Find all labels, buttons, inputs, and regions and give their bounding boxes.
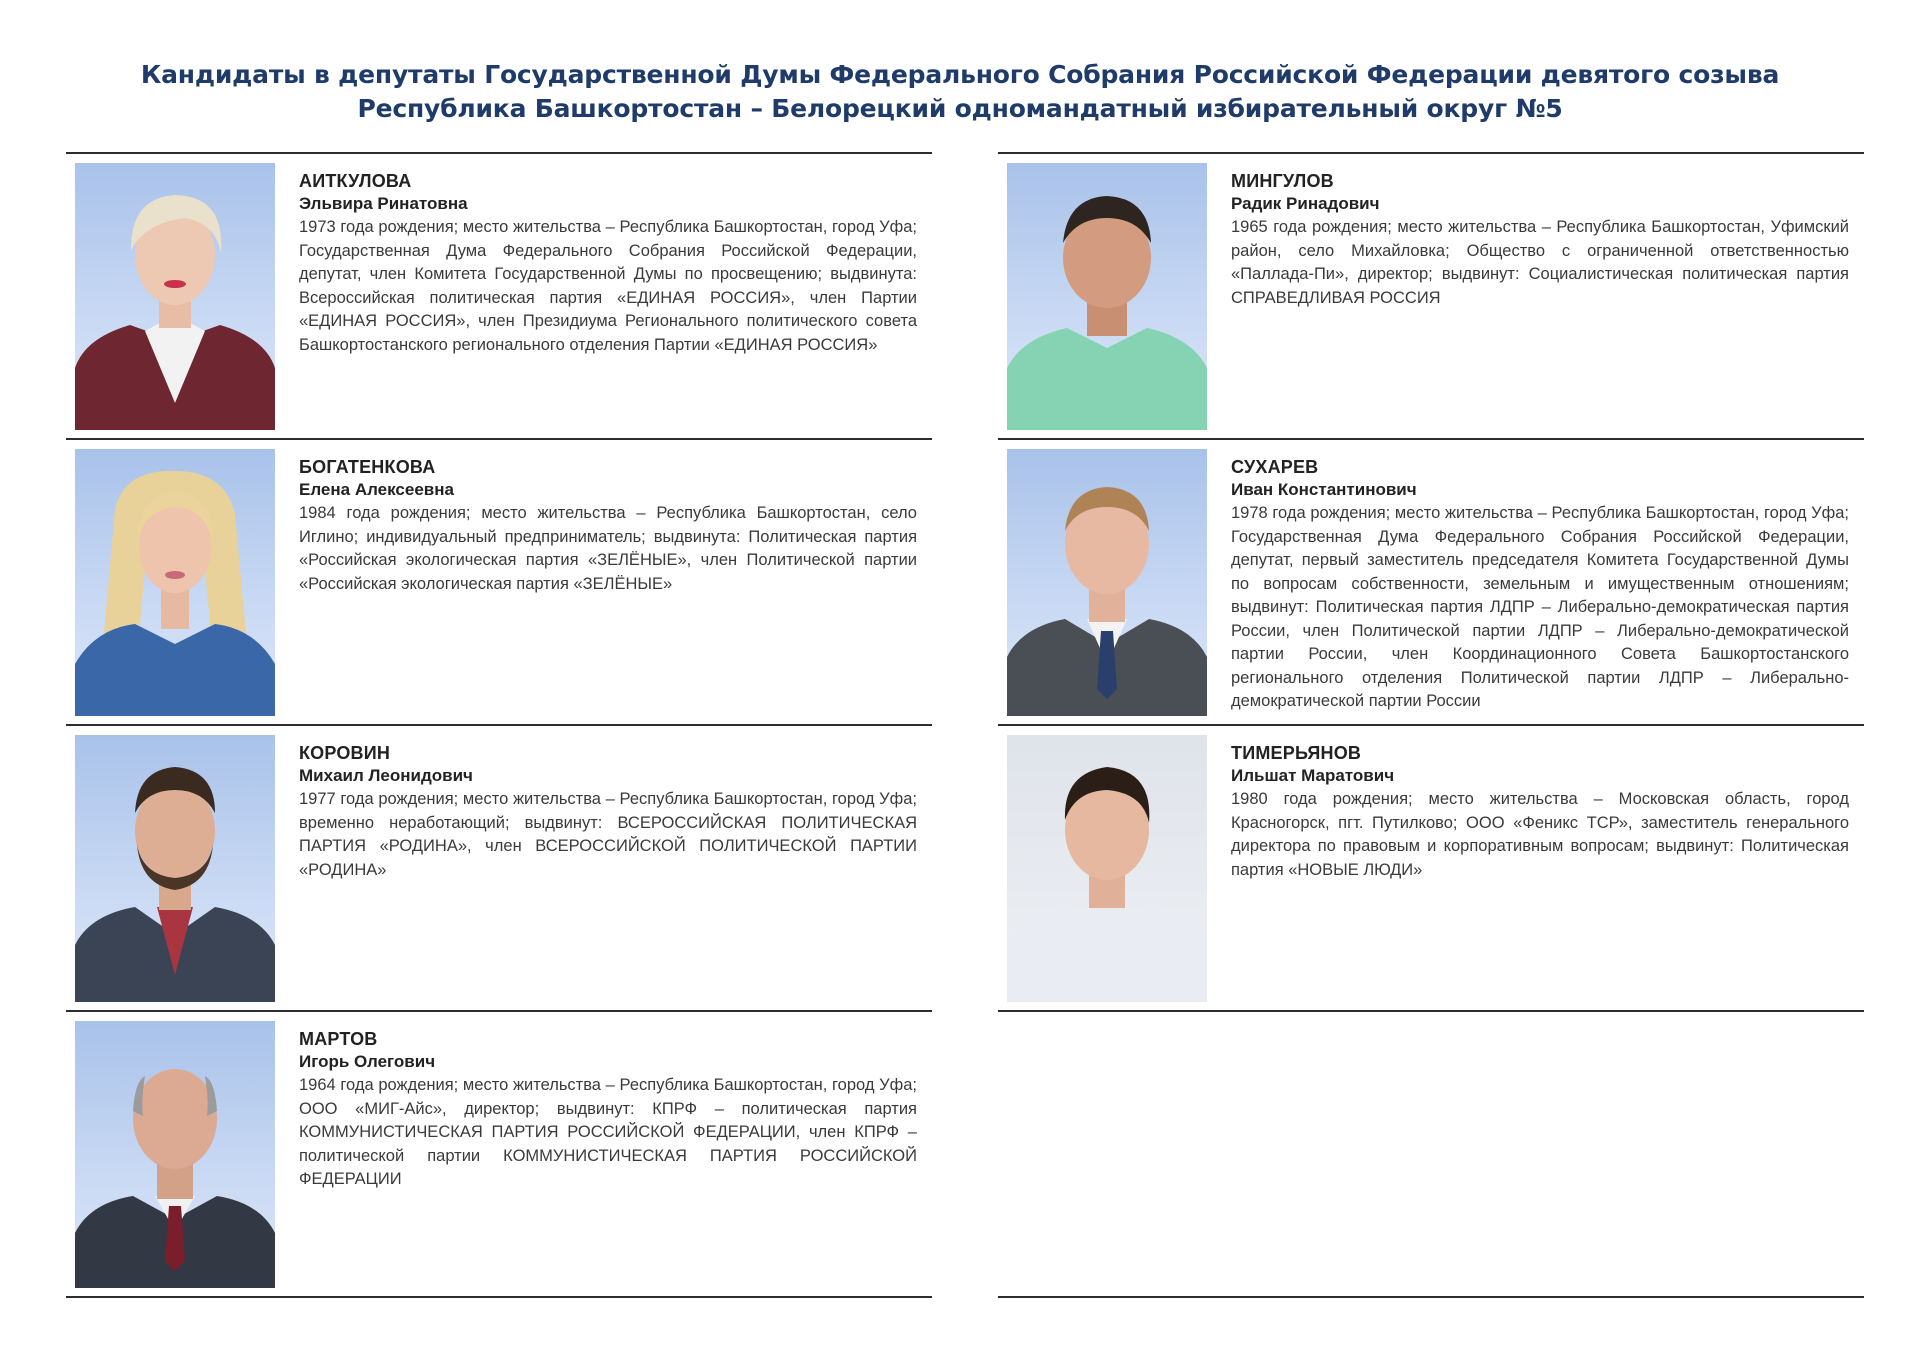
candidate-bio: 1978 года рождения; место жительства – Республика Башкортостан, город Уфа; Государственная Дума Федерального Собрания Российской Федерации, депутат, первый заместитель председателя Комитета Государственной Думы по вопросам собственности, земельным и имущественным отношениям; выдвинут: Политическая партия ЛДПР – Либерально-демократическая партия России, член Политической партии ЛДПР – Либерально-демократической партии России, член Координационного Совета Башкортостанского регионального отделения Политической партии ЛДПР – Либерально-демократической партии России (1231, 504, 1849, 710)
candidate-photo (75, 735, 275, 1002)
candidate-given-names: Эльвира Ринатовна (299, 194, 468, 213)
candidate-photo (1007, 735, 1207, 1002)
candidate-bio: 1980 года рождения; место жительства – Московская область, город Красногорск, пгт. Путилково; ООО «Феникс ТСР», заместитель генерального директора по правовым и корпоративным вопросам; выдвинут: Политическая партия «НОВЫЕ ЛЮДИ» (1231, 790, 1849, 879)
candidate-card (998, 440, 1864, 726)
empty-card (998, 1012, 1864, 1298)
candidate-bio: 1965 года рождения; место жительства – Республика Башкортостан, Уфимский район, село Михайловка; Общество с ограниченной ответственностью «Паллада-Пи», директор; выдвинут: Социалистическая политическая партия СПРАВЕДЛИВАЯ РОССИЯ (1231, 218, 1849, 307)
candidate-info (299, 456, 917, 596)
candidate-photo (75, 163, 275, 430)
candidate-card (66, 154, 932, 440)
candidate-card (998, 726, 1864, 1012)
candidate-surname: КОРОВИН (299, 743, 391, 763)
candidate-given-names: Михаил Леонидович (299, 766, 473, 785)
candidate-photo (1007, 163, 1207, 430)
candidate-surname: СУХАРЕВ (1231, 457, 1319, 477)
candidate-bio: 1973 года рождения; место жительства – Республика Башкортостан, город Уфа; Государственная Дума Федерального Собрания Российской Федерации, депутат, член Комитета Государственной Думы по просвещению; выдвинута: Всероссийская политическая партия «ЕДИНАЯ РОССИЯ», член Партии «ЕДИНАЯ РОССИЯ», член Президиума Регионального политического совета Башкортостанского регионального отделения Партии «ЕДИНАЯ РОССИЯ» (299, 218, 917, 354)
candidate-surname: ТИМЕРЬЯНОВ (1231, 743, 1362, 763)
candidate-card (66, 440, 932, 726)
page-header (0, 58, 1920, 126)
candidate-info (1231, 742, 1849, 882)
candidate-bio: 1984 года рождения; место жительства – Республика Башкортостан, село Иглино; индивидуальный предприниматель; выдвинута: Политическая партия «Российская экологическая партия «ЗЕЛЁНЫЕ», член Политической партии «Российская экологическая партия «ЗЕЛЁНЫЕ» (299, 504, 917, 593)
candidate-given-names: Елена Алексеевна (299, 480, 454, 499)
candidate-photo (75, 1021, 275, 1288)
candidate-photo (1007, 449, 1207, 716)
candidate-bio: 1964 года рождения; место жительства – Республика Башкортостан, город Уфа; ООО «МИГ-Айс», директор; выдвинут: КПРФ – политическая партия КОММУНИСТИЧЕСКАЯ ПАРТИЯ РОССИЙСКОЙ ФЕДЕРАЦИИ, член КПРФ – политической партии КОММУНИСТИЧЕСКАЯ ПАРТИЯ РОССИЙСКОЙ ФЕДЕРАЦИИ (299, 1076, 917, 1188)
candidate-card (998, 154, 1864, 440)
page-subtitle: Республика Башкортостан – Белорецкий одномандатный избирательный округ №5 (357, 94, 1563, 123)
candidate-surname: БОГАТЕНКОВА (299, 457, 436, 477)
candidate-info (299, 742, 917, 882)
candidate-card (66, 726, 932, 1012)
candidate-given-names: Ильшат Маратович (1231, 766, 1395, 785)
candidate-info (1231, 456, 1849, 714)
candidate-given-names: Радик Ринадович (1231, 194, 1380, 213)
candidate-given-names: Игорь Олегович (299, 1052, 436, 1071)
candidate-surname: МАРТОВ (299, 1029, 378, 1049)
candidates-left-column (66, 152, 932, 1298)
candidate-given-names: Иван Константинович (1231, 480, 1417, 499)
candidate-surname: АИТКУЛОВА (299, 171, 412, 191)
candidate-bio: 1977 года рождения; место жительства – Республика Башкортостан, город Уфа; временно неработающий; выдвинут: ВСЕРОССИЙСКАЯ ПОЛИТИЧЕСКАЯ ПАРТИЯ «РОДИНА», член ВСЕРОССИЙСКОЙ ПОЛИТИЧЕСКОЙ ПАРТИИ «РОДИНА» (299, 790, 917, 879)
candidate-surname: МИНГУЛОВ (1231, 171, 1334, 191)
candidate-info (299, 1028, 917, 1192)
candidate-card (66, 1012, 932, 1298)
page-title: Кандидаты в депутаты Государственной Думы Федерального Собрания Российской Федерации девятого созыва (140, 60, 1780, 89)
candidate-info (1231, 170, 1849, 310)
candidate-photo (75, 449, 275, 716)
candidates-right-column (998, 152, 1864, 1298)
candidate-info (299, 170, 917, 357)
